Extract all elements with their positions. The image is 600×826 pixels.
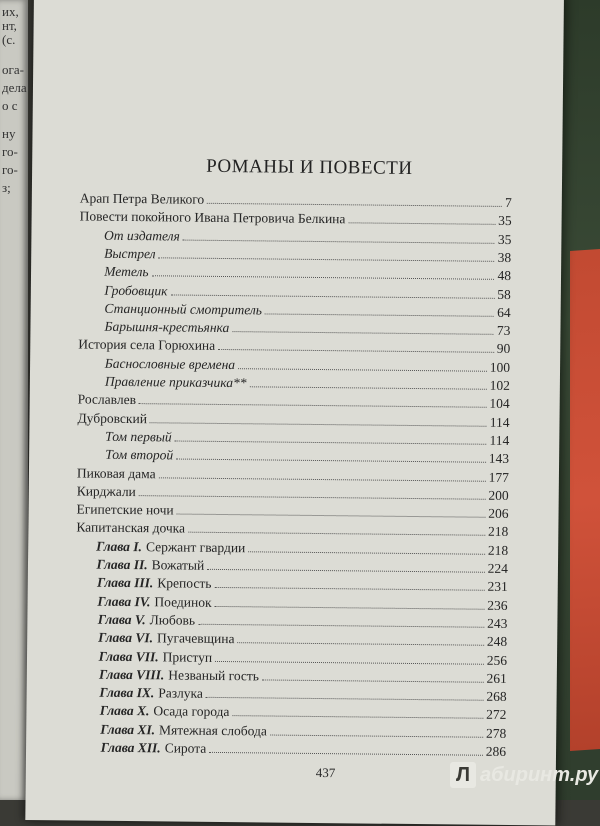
toc-chapter-number: Глава IV. [97,593,151,609]
toc-leader-dots [215,660,484,664]
toc-page-number: 114 [489,414,510,430]
toc-entry-title: Правление приказчика** [104,373,247,391]
toc-entry-title [98,612,195,629]
toc-entry-title: Рославлев [77,391,137,408]
toc-entry-title: Выстрел [104,245,156,262]
toc-chapter-number: Глава IX. [99,684,155,701]
toc-entry-title: Баснословные времена [104,355,236,372]
toc-entry-title: Египетские ночи [76,501,174,518]
toc-leader-dots [249,386,486,389]
toc-entry-title [99,667,259,685]
toc-chapter-title: Разлука [158,685,204,701]
toc-leader-dots [152,275,495,280]
toc-page-number: 278 [485,725,507,741]
toc-entry-title [96,538,245,556]
toc-page-number: 100 [489,359,511,375]
left-page-fragment: (с. [2,32,16,47]
toc-page-number: 35 [498,213,512,229]
toc-leader-dots [207,569,484,573]
left-page-fragment: о с [2,98,18,113]
labirint-watermark [450,762,598,788]
toc-chapter-title: Сирота [164,740,207,756]
watermark-text: абиринт.ру [480,763,599,786]
background-cover-red [570,249,600,751]
toc-leader-dots [159,477,486,481]
left-page-edge [0,0,28,800]
toc-page-number: 272 [486,707,507,723]
toc-leader-dots [232,716,483,720]
toc-leader-dots [207,203,502,207]
toc-leader-dots [198,624,484,628]
toc-leader-dots [248,551,485,554]
toc-leader-dots [139,403,486,408]
toc-leader-dots [175,440,487,444]
left-page-fragment: го- [2,144,18,159]
toc-leader-dots [265,313,494,316]
toc-entry-title: Барышня-крестьянка [104,318,230,336]
toc-leader-dots [206,697,483,701]
toc-entry-title: От издателя [103,227,180,244]
toc-entry-title [98,630,234,647]
left-page-fragment: го- [2,162,18,177]
toc-page-number: 248 [486,633,508,650]
toc-entry-title [97,593,211,610]
toc-chapter-number: Глава I. [96,538,143,554]
toc-chapter-title: Осада города [153,703,230,720]
toc-page-number: 177 [488,469,510,485]
toc-leader-dots [348,223,495,226]
page-number: 437 [315,764,336,781]
toc-chapter-number: Глава VII. [98,648,159,664]
toc-chapter-number: Глава XII. [100,739,161,756]
toc-leader-dots [237,642,483,646]
toc-page-number: 218 [488,524,509,540]
toc-leader-dots [238,368,487,372]
left-page-fragment: з; [2,180,11,195]
toc-entry-title: Том второй [105,446,174,463]
toc-entry [101,740,507,762]
left-page-fragment: дела [2,80,27,95]
toc-leader-dots [170,294,494,298]
toc-entry-title [100,703,230,720]
toc-chapter-number: Глава VIII. [98,666,165,683]
toc-page-number: 261 [486,670,507,686]
toc-entry-title [100,721,267,739]
toc-page-number: 48 [497,268,512,284]
toc-page-number: 114 [489,432,510,448]
book-page [25,0,564,826]
toc-entry-title: История села Горюхина [78,336,216,354]
toc-page-number: 90 [496,341,511,357]
toc-chapter-number: Глава II. [96,556,148,573]
toc-page-number: 7 [504,194,512,211]
toc-leader-dots [218,349,494,353]
toc-page-number: 58 [497,286,511,302]
toc-entry-title: Пиковая дама [76,464,156,481]
toc-page-number: 224 [487,560,509,576]
toc-chapter-number: Глава VI. [98,629,154,646]
toc-page-number: 231 [487,579,508,595]
toc-chapter-title: Незваный гость [168,667,260,684]
toc-leader-dots [262,679,484,682]
toc-leader-dots [159,257,495,262]
toc-page-number: 236 [487,597,508,613]
toc-chapter-title: Приступ [162,648,213,665]
toc-entry-title [96,557,204,574]
toc-entry-title: Капитанская дочка [76,519,186,537]
toc-page-number: 243 [487,615,508,631]
toc-entry-title: Повести покойного Ивана Петровича Белкина [79,208,346,227]
toc-chapter-title: Вожатый [151,557,205,573]
toc-entry-title: Арап Петра Великого [79,190,205,207]
toc-entry-title: Гробовщик [104,282,168,298]
toc-page-number: 143 [488,450,510,467]
toc-page-number: 38 [497,249,512,265]
toc-page-number: 102 [489,377,510,394]
toc-leader-dots [270,734,483,737]
left-page-fragment: ну [2,126,16,141]
toc-leader-dots [177,514,486,518]
toc-page-number: 200 [488,487,509,503]
toc-chapter-number: Глава III. [96,574,154,591]
toc-leader-dots [139,495,486,500]
toc-chapter-title: Мятежная слобода [158,722,267,739]
toc-chapter-title: Любовь [149,612,196,628]
toc-page-number: 256 [486,652,508,668]
toc-entry-title: Дубровский [77,410,148,426]
toc-page-number: 35 [497,231,512,247]
toc-leader-dots [232,331,494,335]
toc-chapter-title: Пугачевщина [156,630,235,647]
toc-chapter-number: Глава V. [97,611,146,628]
toc-entry-title: Том первый [105,428,172,445]
toc-leader-dots [150,422,487,427]
section-heading: РОМАНЫ И ПОВЕСТИ [206,155,413,179]
toc-page-number: 64 [497,304,511,320]
toc-page-number: 286 [485,743,507,759]
toc-leader-dots [176,459,486,463]
toc-page-number: 206 [488,505,509,522]
toc-entry-title [97,575,212,592]
toc-entry-title [99,685,203,702]
toc-chapter-title: Поединок [154,593,212,610]
toc-leader-dots [188,532,485,536]
toc-entry-title: Станционный смотритель [104,300,263,318]
toc-leader-dots [183,239,495,243]
toc-entry-title [99,648,213,665]
toc-page-number: 104 [489,396,510,412]
toc-page-number: 73 [496,322,511,339]
toc-chapter-title: Сержант гвардии [145,538,246,555]
toc-leader-dots [209,752,482,756]
left-page-fragment: ога- [2,62,24,77]
toc-chapter-number: Глава X. [99,703,150,719]
toc-chapter-number: Глава XI. [100,721,156,737]
toc-leader-dots [215,606,485,610]
toc-entry-title: Метель [104,263,149,280]
left-page-fragment: нт, [2,18,17,33]
toc-page-number: 218 [487,542,509,558]
toc-leader-dots [214,587,484,591]
left-page-fragment: их, [2,4,19,19]
toc-entry-title [101,740,207,757]
toc-chapter-title: Крепость [157,575,212,592]
toc-page-number: 268 [486,688,507,705]
labirint-logo-icon: Л [450,762,476,788]
toc-entry-title: Кирджали [76,483,136,499]
